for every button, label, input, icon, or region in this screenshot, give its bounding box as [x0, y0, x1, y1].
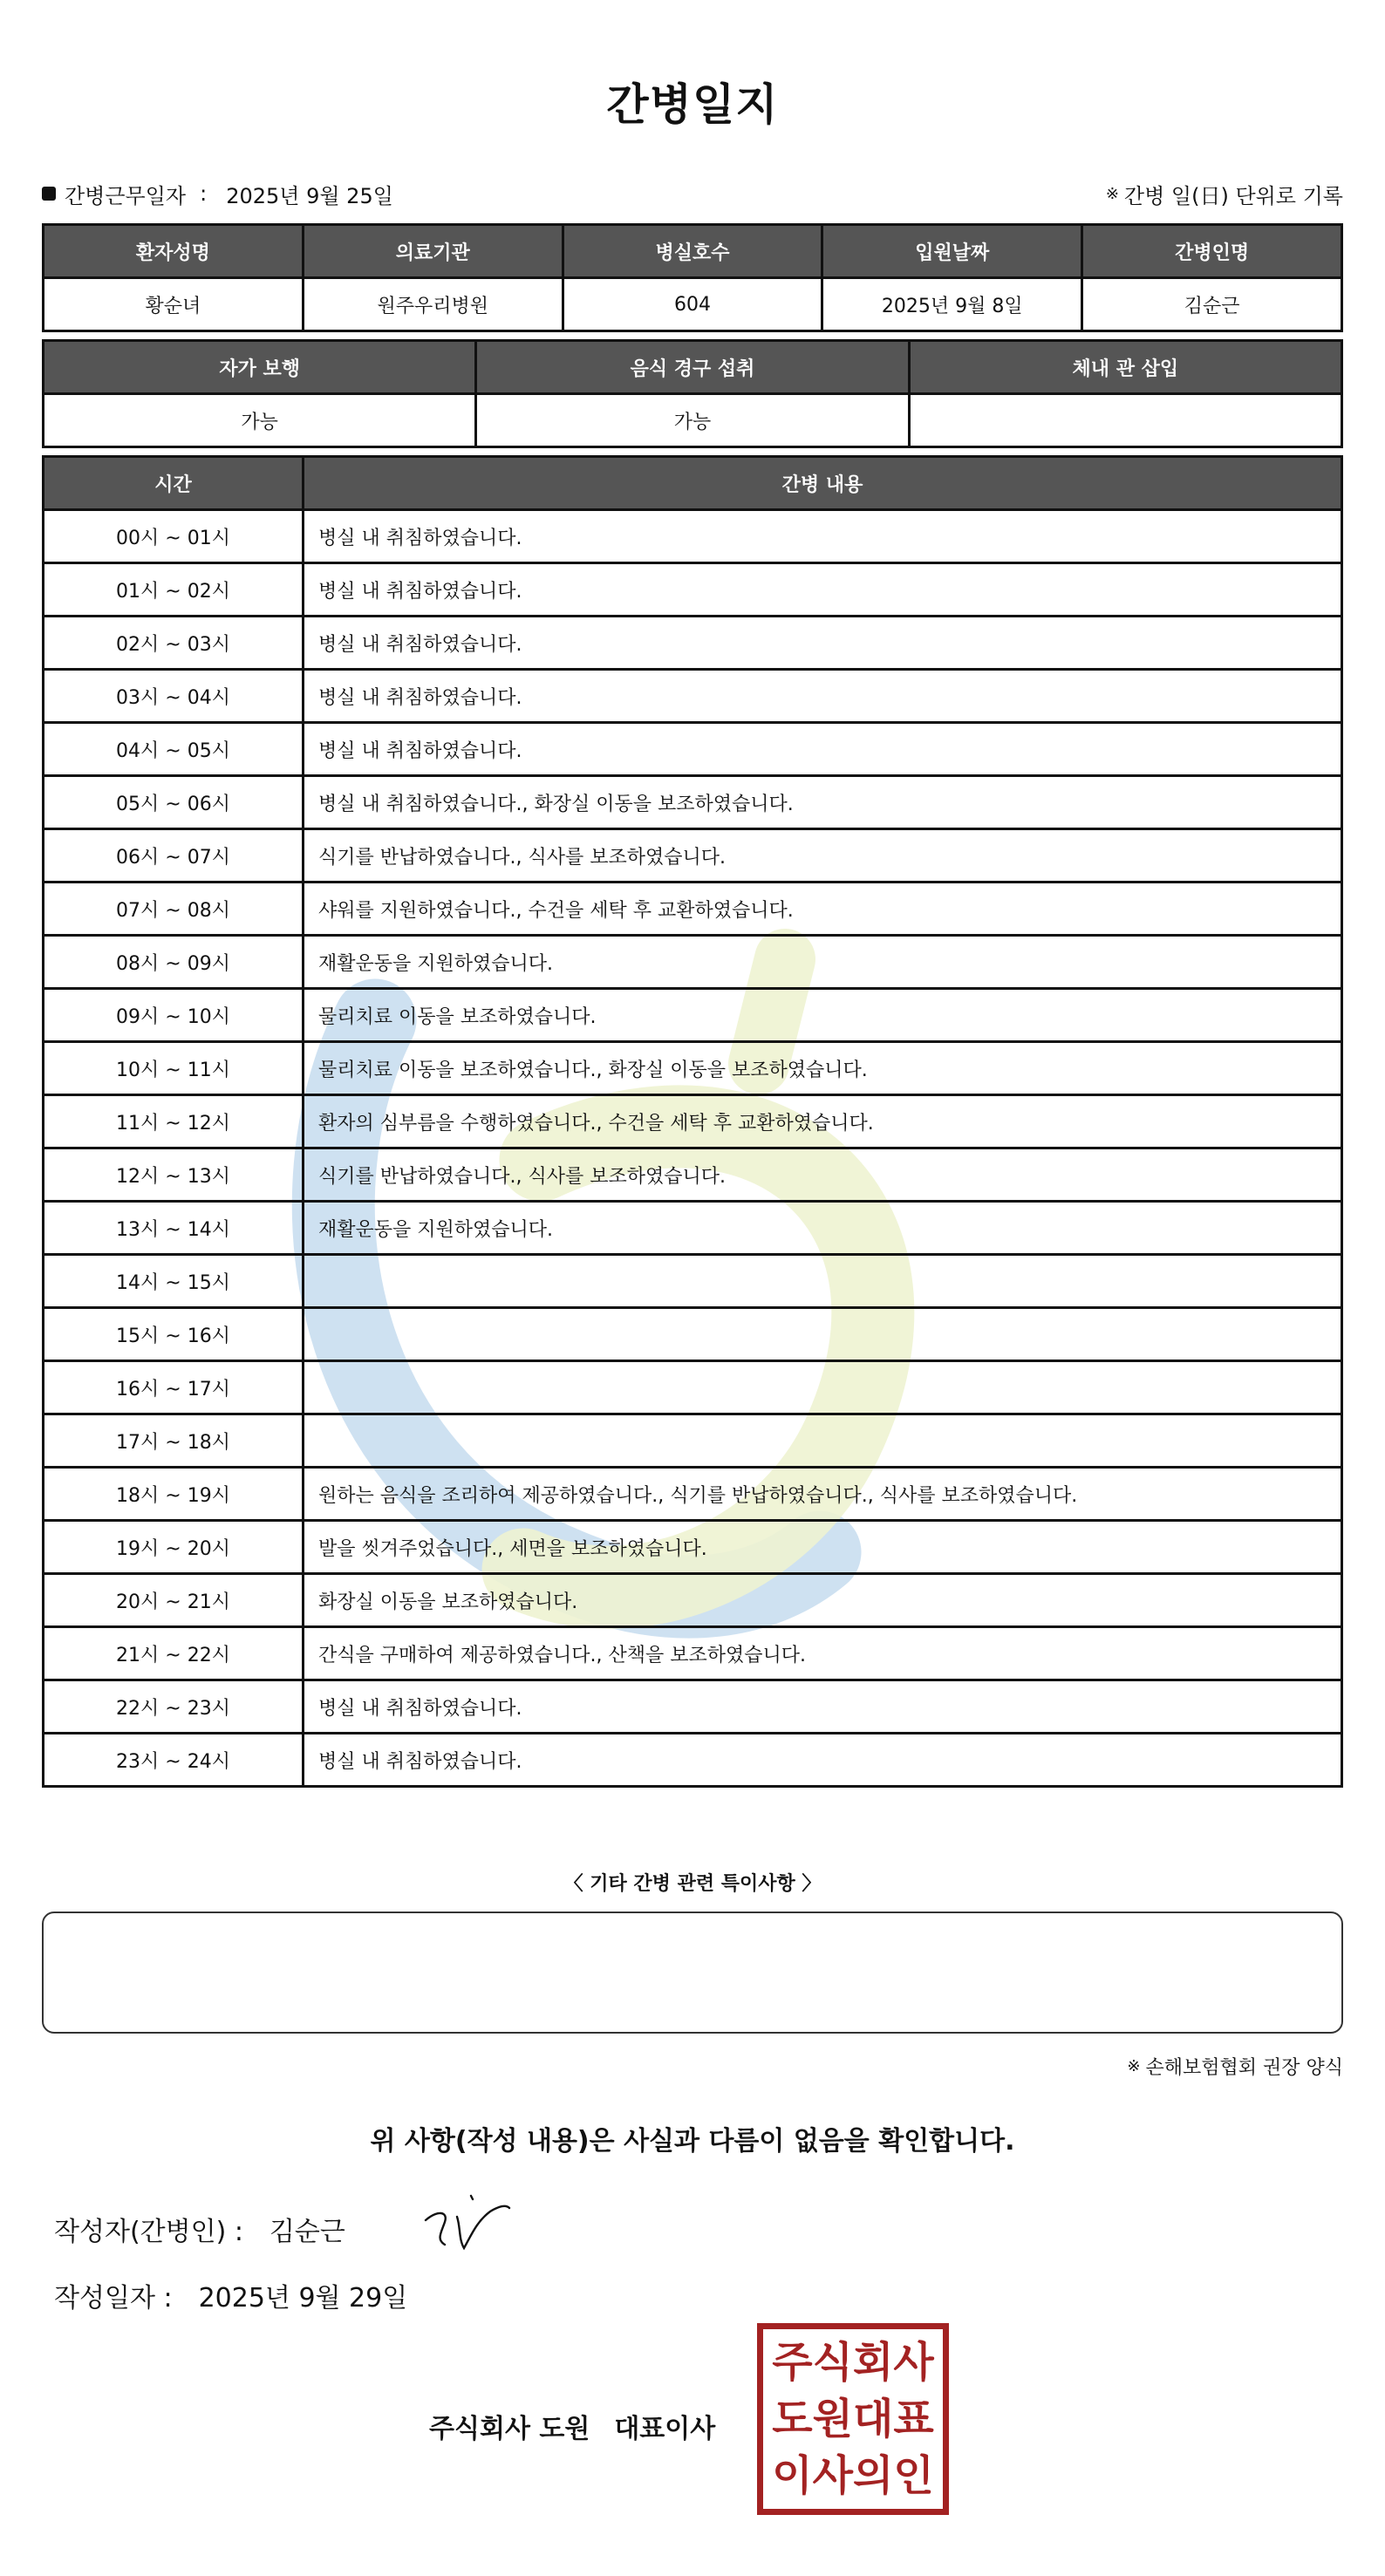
time-cell: 20시 ~ 21시	[44, 1574, 304, 1627]
time-cell: 00시 ~ 01시	[44, 510, 304, 563]
time-cell: 03시 ~ 04시	[44, 670, 304, 723]
header-admission-date: 입원날짜	[822, 225, 1082, 278]
caregiver-name: 김순근	[1082, 278, 1342, 331]
reference-mark-icon: ※	[1127, 2057, 1141, 2075]
content-cell: 화장실 이동을 보조하였습니다.	[304, 1574, 1342, 1627]
time-cell: 18시 ~ 19시	[44, 1468, 304, 1521]
header-oral-intake: 음식 경구 섭취	[476, 341, 909, 394]
table-row	[44, 989, 1342, 1042]
work-date	[42, 179, 393, 209]
time-cell: 06시 ~ 07시	[44, 829, 304, 883]
company-seal-stamp	[757, 2323, 949, 2515]
time-cell: 07시 ~ 08시	[44, 883, 304, 936]
written-date-line	[54, 2276, 407, 2314]
header-care-content: 간병 내용	[304, 457, 1342, 510]
header-room-number: 병실호수	[563, 225, 822, 278]
table-row	[44, 1468, 1342, 1521]
company-representative: 대표이사	[614, 2414, 716, 2444]
content-cell: 물리치료 이동을 보조하였습니다., 화장실 이동을 보조하였습니다.	[304, 1042, 1342, 1095]
confirmation-statement: 위 사항(작성 내용)은 사실과 다름이 없음을 확인합니다.	[370, 2126, 1015, 2157]
content-cell: 병실 내 취침하였습니다.	[304, 1734, 1342, 1787]
content-cell: 식기를 반납하였습니다., 식사를 보조하였습니다.	[304, 1148, 1342, 1202]
content-cell: 샤워를 지원하였습니다., 수건을 세탁 후 교환하였습니다.	[304, 883, 1342, 936]
table-row	[44, 1627, 1342, 1680]
time-cell: 09시 ~ 10시	[44, 989, 304, 1042]
time-cell: 05시 ~ 06시	[44, 776, 304, 829]
header-self-walking: 자가 보행	[44, 341, 476, 394]
special-notes-box	[42, 1912, 1343, 2034]
content-cell: 병실 내 취침하였습니다.	[304, 510, 1342, 563]
work-date-value: 2025년 9월 25일	[226, 183, 393, 208]
written-date-value: 2025년 9월 29일	[198, 2283, 408, 2314]
oral-intake-value: 가능	[476, 394, 909, 447]
table-row	[44, 829, 1342, 883]
content-cell	[304, 1414, 1342, 1468]
care-log-table	[42, 455, 1343, 1788]
time-cell: 15시 ~ 16시	[44, 1308, 304, 1361]
table-row	[44, 1255, 1342, 1308]
document-title: 간병일지	[606, 79, 779, 130]
form-footnote	[1127, 2053, 1343, 2080]
header-time: 시간	[44, 457, 304, 510]
company-line	[429, 2407, 715, 2445]
writer-name: 김순근	[269, 2217, 345, 2247]
time-cell: 02시 ~ 03시	[44, 617, 304, 670]
content-cell: 병실 내 취침하였습니다.	[304, 723, 1342, 776]
content-cell: 원하는 음식을 조리하여 제공하였습니다., 식기를 반납하였습니다., 식사를 보조하였습니다.	[304, 1468, 1342, 1521]
table-row	[44, 723, 1342, 776]
table-row	[44, 1574, 1342, 1627]
content-cell: 병실 내 취침하였습니다., 화장실 이동을 보조하였습니다.	[304, 776, 1342, 829]
handwritten-signature-icon	[419, 2187, 515, 2257]
time-cell: 19시 ~ 20시	[44, 1521, 304, 1574]
content-cell: 병실 내 취침하였습니다.	[304, 1680, 1342, 1734]
content-cell	[304, 1361, 1342, 1414]
footnote-text: 손해보험협회 권장 양식	[1145, 2057, 1343, 2079]
content-cell: 발을 씻겨주었습니다., 세면을 보조하였습니다.	[304, 1521, 1342, 1574]
seal-line: 주식회사	[772, 2338, 934, 2388]
time-cell: 16시 ~ 17시	[44, 1361, 304, 1414]
table-row	[44, 563, 1342, 617]
table-row	[44, 776, 1342, 829]
time-cell: 12시 ~ 13시	[44, 1148, 304, 1202]
patient-info-header-row	[44, 225, 1342, 278]
header-hospital: 의료기관	[303, 225, 563, 278]
content-cell: 병실 내 취침하였습니다.	[304, 670, 1342, 723]
patient-info-table	[42, 223, 1343, 332]
time-cell: 08시 ~ 09시	[44, 936, 304, 989]
content-cell: 물리치료 이동을 보조하였습니다.	[304, 989, 1342, 1042]
patient-status-header-row	[44, 341, 1342, 394]
writer-line	[54, 2210, 345, 2248]
table-row	[44, 1521, 1342, 1574]
company-name: 주식회사 도원	[429, 2414, 590, 2444]
table-row	[44, 1414, 1342, 1468]
content-cell: 간식을 구매하여 제공하였습니다., 산책을 보조하였습니다.	[304, 1627, 1342, 1680]
work-date-label: 간병근무일자	[65, 183, 187, 208]
content-cell	[304, 1308, 1342, 1361]
table-row	[44, 617, 1342, 670]
room-number: 604	[563, 278, 822, 331]
content-cell	[304, 1255, 1342, 1308]
table-row	[44, 510, 1342, 563]
time-cell: 01시 ~ 02시	[44, 563, 304, 617]
writer-label: 작성자(간병인) :	[54, 2217, 243, 2247]
patient-name: 황순녀	[44, 278, 304, 331]
table-row	[44, 1734, 1342, 1787]
patient-status-table	[42, 339, 1343, 448]
care-log-header-row	[44, 457, 1342, 510]
time-cell: 04시 ~ 05시	[44, 723, 304, 776]
time-cell: 11시 ~ 12시	[44, 1095, 304, 1148]
header-caregiver-name: 간병인명	[1082, 225, 1342, 278]
time-cell: 17시 ~ 18시	[44, 1414, 304, 1468]
table-row	[44, 1148, 1342, 1202]
table-row	[44, 1361, 1342, 1414]
content-cell: 식기를 반납하였습니다., 식사를 보조하였습니다.	[304, 829, 1342, 883]
patient-info-value-row	[44, 278, 1342, 331]
content-cell: 환자의 심부름을 수행하였습니다., 수건을 세탁 후 교환하였습니다.	[304, 1095, 1342, 1148]
table-row	[44, 1680, 1342, 1734]
record-unit-note	[1106, 179, 1343, 209]
table-row	[44, 1202, 1342, 1255]
seal-line: 도원대표	[772, 2394, 934, 2443]
time-cell: 14시 ~ 15시	[44, 1255, 304, 1308]
table-row	[44, 883, 1342, 936]
time-cell: 23시 ~ 24시	[44, 1734, 304, 1787]
table-row	[44, 936, 1342, 989]
written-date-label: 작성일자 :	[54, 2283, 173, 2314]
record-unit-note-text: 간병 일(日) 단위로 기록	[1123, 183, 1343, 208]
special-notes-title: 〈 기타 간병 관련 특이사항 〉	[563, 1873, 822, 1895]
time-cell: 10시 ~ 11시	[44, 1042, 304, 1095]
header-patient-name: 환자성명	[44, 225, 304, 278]
header-tube-insertion: 체내 관 삽입	[909, 341, 1341, 394]
content-cell: 재활운동을 지원하였습니다.	[304, 1202, 1342, 1255]
table-row	[44, 1042, 1342, 1095]
content-cell: 병실 내 취침하였습니다.	[304, 617, 1342, 670]
self-walking-value: 가능	[44, 394, 476, 447]
reference-mark-icon: ※	[1105, 184, 1119, 203]
admission-date: 2025년 9월 8일	[822, 278, 1082, 331]
content-cell: 병실 내 취침하였습니다.	[304, 563, 1342, 617]
square-bullet-icon	[42, 187, 56, 201]
content-cell: 재활운동을 지원하였습니다.	[304, 936, 1342, 989]
table-row	[44, 670, 1342, 723]
work-date-colon: :	[200, 181, 208, 206]
time-cell: 22시 ~ 23시	[44, 1680, 304, 1734]
table-row	[44, 1308, 1342, 1361]
seal-line: 이사의인	[772, 2450, 934, 2500]
meta-row	[42, 178, 1343, 209]
time-cell: 21시 ~ 22시	[44, 1627, 304, 1680]
patient-status-value-row	[44, 394, 1342, 447]
time-cell: 13시 ~ 14시	[44, 1202, 304, 1255]
table-row	[44, 1095, 1342, 1148]
tube-insertion-value	[909, 394, 1341, 447]
hospital-name: 원주우리병원	[303, 278, 563, 331]
